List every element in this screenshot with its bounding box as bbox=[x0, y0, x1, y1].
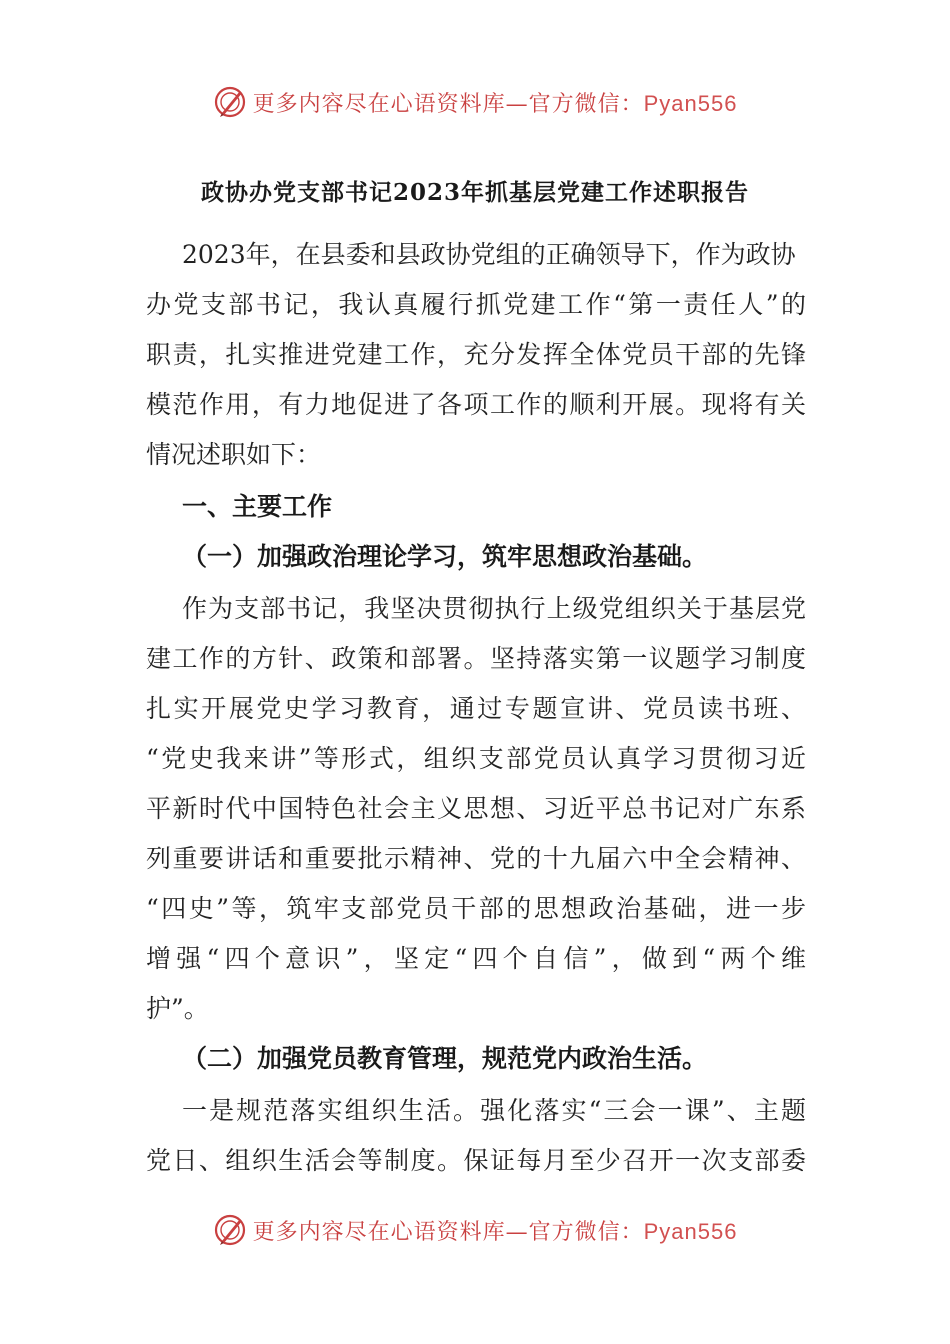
paragraph-line: 增强“四个意识”，坚定“四个自信”，做到“两个维 bbox=[146, 944, 806, 973]
watermark-wechat-id: Pyan556 bbox=[643, 90, 738, 116]
subsection-heading: （一）加强政治理论学习，筑牢思想政治基础。 bbox=[182, 542, 708, 571]
subsection-heading: （二）加强党员教育管理，规范党内政治生活。 bbox=[182, 1044, 708, 1073]
watermark-text bbox=[253, 1215, 738, 1246]
paragraph-line: 作为支部书记，我坚决贯彻执行上级党组织关于基层党 bbox=[182, 594, 806, 623]
watermark-footer bbox=[0, 1208, 950, 1252]
pen-logo-icon bbox=[213, 1213, 247, 1247]
document-title: 政协办党支部书记2023年抓基层党建工作述职报告 bbox=[200, 179, 749, 206]
paragraph-line: “四史”等，筑牢支部党员干部的思想政治基础，进一步 bbox=[146, 894, 806, 923]
paragraph-line: 2023年，在县委和县政协党组的正确领导下，作为政协 bbox=[182, 240, 796, 269]
pen-logo-icon bbox=[213, 85, 247, 119]
watermark-label: 更多内容尽在心语资料库—官方微信： bbox=[252, 1219, 644, 1245]
paragraph-line: “党史我来讲”等形式，组织支部党员认真学习贯彻习近 bbox=[146, 744, 806, 773]
watermark-text bbox=[253, 87, 738, 118]
watermark-wechat-id: Pyan556 bbox=[643, 1218, 738, 1244]
paragraph-line: 办党支部书记，我认真履行抓党建工作“第一责任人”的 bbox=[146, 290, 806, 319]
paragraph-line: 平新时代中国特色社会主义思想、习近平总书记对广东系 bbox=[146, 794, 806, 823]
paragraph-line: 党日、组织生活会等制度。保证每月至少召开一次支部委 bbox=[146, 1146, 806, 1175]
watermark-header bbox=[0, 80, 950, 124]
section-heading: 一、主要工作 bbox=[182, 492, 333, 521]
paragraph-line: 扎实开展党史学习教育，通过专题宣讲、党员读书班、 bbox=[146, 694, 806, 723]
paragraph-line: 一是规范落实组织生活。强化落实“三会一课”、主题 bbox=[182, 1096, 806, 1125]
paragraph-line: 建工作的方针、政策和部署。坚持落实第一议题学习制度 bbox=[146, 644, 806, 673]
paragraph-line: 护”。 bbox=[146, 994, 209, 1023]
watermark-label: 更多内容尽在心语资料库—官方微信： bbox=[252, 91, 644, 117]
paragraph-line: 职责，扎实推进党建工作，充分发挥全体党员干部的先锋 bbox=[146, 340, 806, 369]
paragraph-line: 模范作用，有力地促进了各项工作的顺利开展。现将有关 bbox=[146, 390, 806, 419]
paragraph-line: 列重要讲话和重要批示精神、党的十九届六中全会精神、 bbox=[146, 844, 806, 873]
paragraph-line: 情况述职如下： bbox=[146, 440, 322, 469]
